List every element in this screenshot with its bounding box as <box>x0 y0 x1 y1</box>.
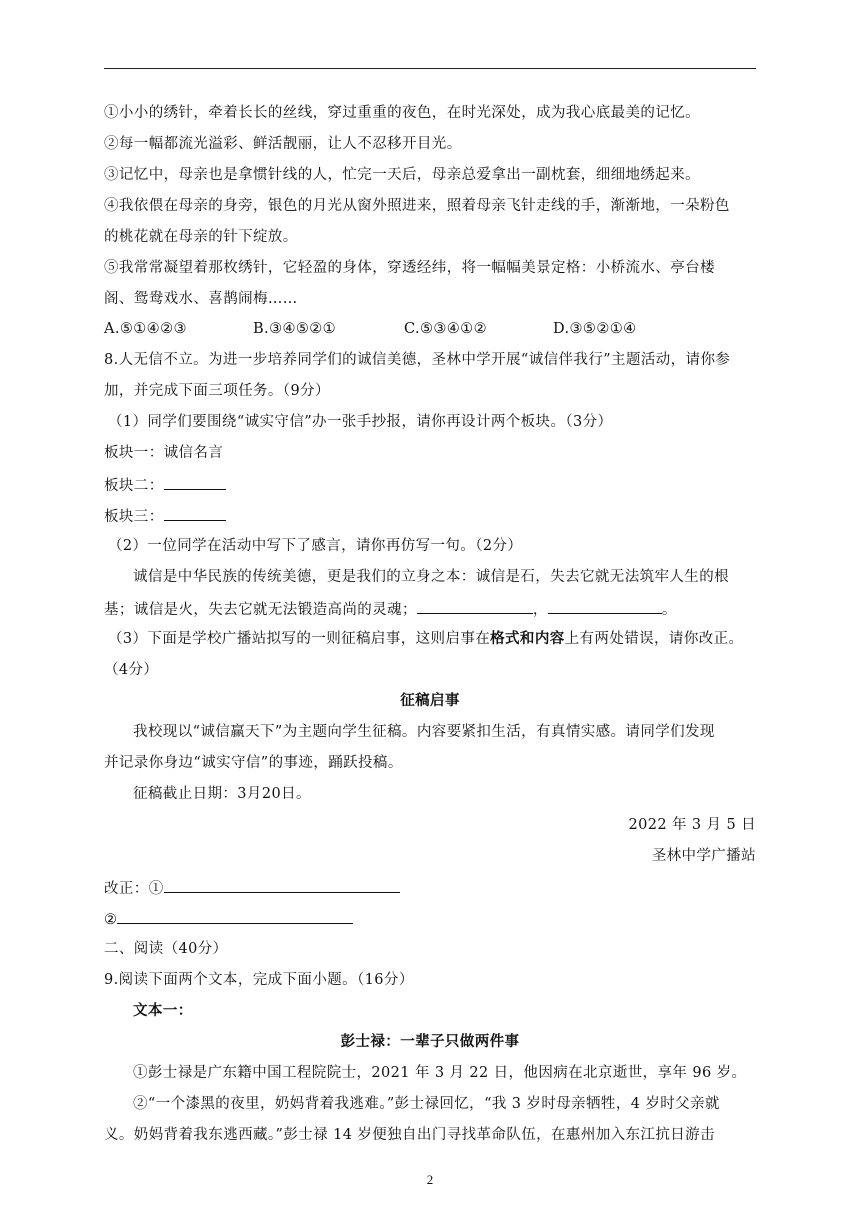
notice-title: 征稿启事 <box>400 692 460 709</box>
correction-1 <box>104 877 400 899</box>
q8-task-3-post: 上有两处错误，请你改正。 <box>564 631 744 647</box>
article-paragraph-1: ①彭士禄是广东籍中国工程院院士，2021 年 3 月 22 日，他因病在北京逝世，享年 96 岁。 <box>133 1065 747 1081</box>
q7-sentence-3: ③记忆中，母亲也是拿惯针线的人，忙完一天后，母亲总爱拿出一副枕套，细细地绣起来。 <box>104 167 700 183</box>
correction-2-blank[interactable] <box>117 908 353 924</box>
q7-sentence-5-cont: 阁、鸳鸯戏水、喜鹊闹梅…… <box>104 291 298 307</box>
board-2-label: 板块二： <box>104 478 164 494</box>
notice-deadline: 征稿截止日期：3月20日。 <box>133 786 311 802</box>
imitation-blank-2[interactable] <box>548 598 662 614</box>
article-paragraph-2: ②“一个漆黑的夜里，奶妈背着我逃难。”彭士禄回忆，“我 3 岁时母亲牺牲，4 岁时父亲就 <box>133 1096 720 1112</box>
board-3-label: 板块三： <box>104 509 164 525</box>
article-title: 彭士禄：一辈子只做两件事 <box>340 1033 520 1050</box>
correction-2 <box>104 908 353 930</box>
article-paragraph-2-cont: 义。奶妈背着我东逃西藏。”彭士禄 14 岁便独自出门寻找革命队伍，在惠州加入东江抗日游击 <box>104 1127 715 1143</box>
q8-task-2-text-cont <box>104 598 677 620</box>
correction-1-label: 改正：① <box>104 881 164 897</box>
correction-1-blank[interactable] <box>164 877 400 893</box>
option-c[interactable]: C.⑤③④①② <box>404 321 487 337</box>
q7-options <box>104 319 756 339</box>
page-number: 2 <box>426 1172 434 1187</box>
q7-sentence-5: ⑤我常常凝望着那枚绣针，它轻盈的身体，穿透经纬，将一幅幅美景定格：小桥流水、亭台楼 <box>104 260 715 276</box>
q8-task-3-score: （4分） <box>104 662 159 678</box>
imitation-blank-1[interactable] <box>417 598 533 614</box>
q8-task-3 <box>108 629 743 649</box>
q7-sentence-2: ②每一幅都流光溢彩、鲜活靓丽，让人不忍移开目光。 <box>104 136 462 152</box>
board-1: 板块一：诚信名言 <box>104 445 224 461</box>
board-3-blank[interactable] <box>164 505 226 521</box>
q9-intro: 9.阅读下面两个文本，完成下面小题。（16分） <box>104 972 414 988</box>
option-a[interactable]: A.⑤①④②③ <box>104 321 187 337</box>
q8-task-3-emphasis: 格式和内容 <box>490 630 565 647</box>
board-2 <box>104 474 226 496</box>
option-d[interactable]: D.③⑤②①④ <box>553 321 637 337</box>
section-reading-heading: 二、阅读（40分） <box>104 941 228 957</box>
q8-task-3-pre: （3）下面是学校广播站拟写的一则征稿启事，这则启事在 <box>108 631 491 647</box>
q8-intro: 8.人无信不立。为进一步培养同学们的诚信美德，圣林中学开展“诚信伴我行”主题活动，请你参 <box>104 352 731 368</box>
board-3 <box>104 505 226 527</box>
header-rule <box>104 68 756 69</box>
period: 。 <box>661 602 677 618</box>
q8-task-2: （2）一位同学在活动中写下了感言，请你再仿写一句。（2分） <box>108 538 523 554</box>
notice-body-cont: 并记录你身边“诚实守信”的事迹，踊跃投稿。 <box>104 755 403 771</box>
text-1-label: 文本一： <box>133 1002 193 1019</box>
board-2-blank[interactable] <box>164 474 226 490</box>
q7-sentence-4: ④我依偎在母亲的身旁，银色的月光从窗外照进来，照着母亲飞针走线的手，渐渐地，一朵粉色 <box>104 198 730 214</box>
correction-2-label: ② <box>104 912 118 928</box>
q7-sentence-4-cont: 的桃花就在母亲的针下绽放。 <box>104 229 298 245</box>
q7-sentence-1: ①小小的绣针，牵着长长的丝线，穿过重重的夜色，在时光深处，成为我心底最美的记忆。 <box>104 105 700 121</box>
option-b[interactable]: B.③④⑤②① <box>253 321 337 337</box>
comma: ， <box>532 602 548 618</box>
q8-task-2-text: 诚信是中华民族的传统美德，更是我们的立身之本：诚信是石，失去它就无法筑牢人生的根 <box>133 569 729 585</box>
notice-body: 我校现以“诚信赢天下”为主题向学生征稿。内容要紧扣生活，有真情实感。请同学们发现 <box>133 724 715 740</box>
q8-task-1: （1）同学们要围绕“诚实守信”办一张手抄报，请你再设计两个板块。（3分） <box>108 414 613 430</box>
notice-date: 2022 年 3 月 5 日 <box>628 817 756 833</box>
notice-org: 圣林中学广播站 <box>651 848 756 864</box>
q8-intro-cont: 加，并完成下面三项任务。（9分） <box>104 383 330 399</box>
q8-task-2-text-end: 基；诚信是火，失去它就无法锻造高尚的灵魂； <box>104 602 417 618</box>
